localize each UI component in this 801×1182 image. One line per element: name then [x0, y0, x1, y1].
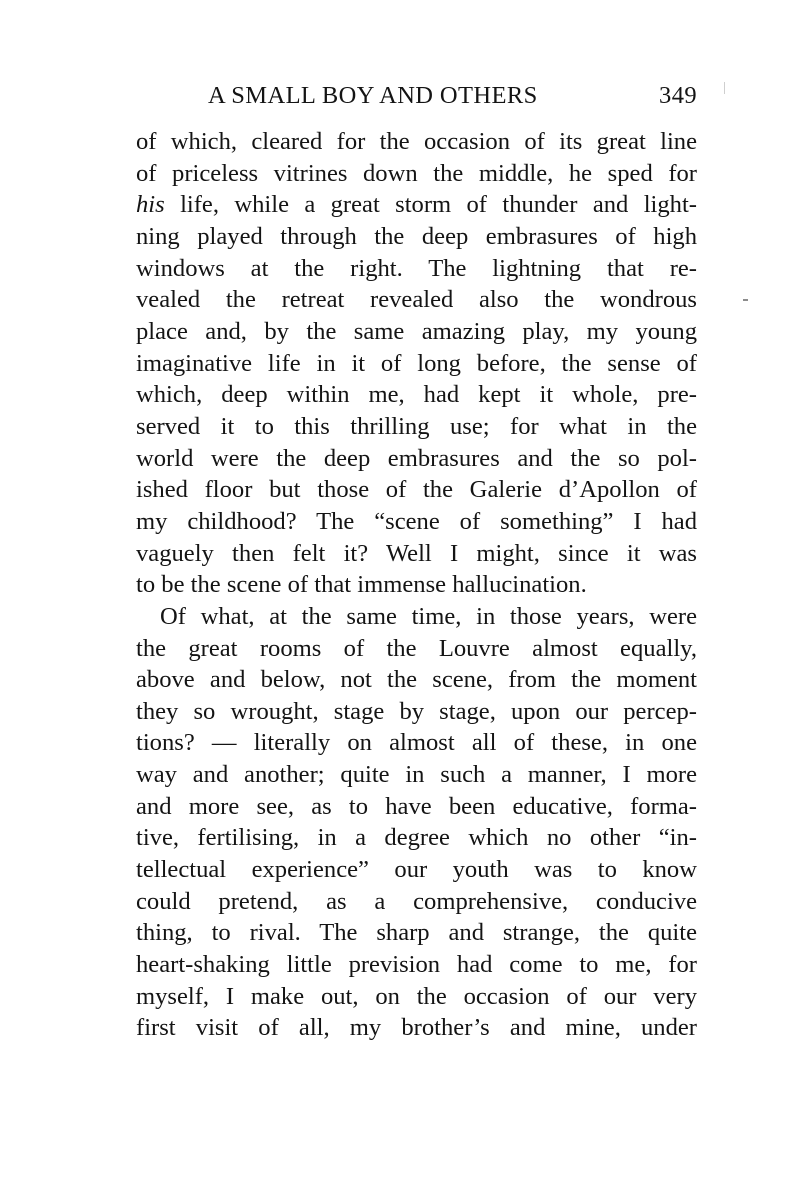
text-line-13: my childhood? The “scene of something” I had	[136, 507, 697, 535]
text-line-17: the great rooms of the Louvre almost equally,	[136, 634, 697, 662]
text-line-20: tions? — literally on almost all of these, in one	[136, 729, 697, 757]
text-line-14: vaguely then felt it? Well I might, since it was	[136, 539, 697, 567]
text-line-8: imaginative life in it of long before, the sense of	[136, 349, 697, 377]
text-line-29: first visit of all, my brother’s and mine, under	[136, 1014, 697, 1042]
text-line-23: tive, fertilising, in a degree which no other “in-	[136, 824, 697, 852]
text-line-2: of priceless vitrines down the middle, he sped for	[136, 159, 697, 187]
body-text	[136, 126, 697, 1044]
paragraph-start-line: Of what, at the same time, in those years, were	[160, 602, 697, 630]
text-line-24: tellectual experience” our youth was to know	[136, 856, 697, 884]
text-line-19: they so wrought, stage by stage, upon our percep-	[136, 697, 697, 725]
text-line-6: vealed the retreat revealed also the wondrous	[136, 286, 697, 314]
text-line-9: which, deep within me, had kept it whole, pre-	[136, 381, 697, 409]
running-title: A SMALL BOY AND OTHERS	[208, 82, 538, 109]
text-line-25: could pretend, as a comprehensive, conducive	[136, 887, 697, 915]
text-line-11: world were the deep embrasures and the so pol-	[136, 444, 697, 472]
scan-artifact-corner	[724, 82, 725, 94]
text-line-18: above and below, not the scene, from the moment	[136, 666, 697, 694]
scan-artifact-margin	[743, 299, 748, 301]
text-line-21: way and another; quite in such a manner, I more	[136, 761, 697, 789]
text-line-7: place and, by the same amazing play, my young	[136, 317, 697, 345]
text-line-4: ning played through the deep embrasures of high	[136, 222, 697, 250]
text-line-22: and more see, as to have been educative, forma-	[136, 792, 697, 820]
text-line-26: thing, to rival. The sharp and strange, the quite	[136, 919, 697, 947]
text-line-10: served it to this thrilling use; for what in the	[136, 412, 697, 440]
text-line-3	[136, 189, 697, 221]
italic-word: his	[136, 191, 165, 219]
text-line-15: to be the scene of that immense hallucination.	[136, 571, 587, 599]
page-number: 349	[659, 82, 697, 109]
text-line-27: heart-shaking little prevision had come to me, for	[136, 951, 697, 979]
text-line-3-rest: life, while a great storm of thunder and light-	[164, 191, 697, 219]
text-line-5: windows at the right. The lightning that re-	[136, 254, 697, 282]
text-line-1: of which, cleared for the occasion of its great line	[136, 128, 697, 155]
text-line-12: ished floor but those of the Galerie d’Apollon of	[136, 476, 697, 504]
running-head	[136, 82, 697, 114]
text-line-28: myself, I make out, on the occasion of our very	[136, 982, 697, 1010]
